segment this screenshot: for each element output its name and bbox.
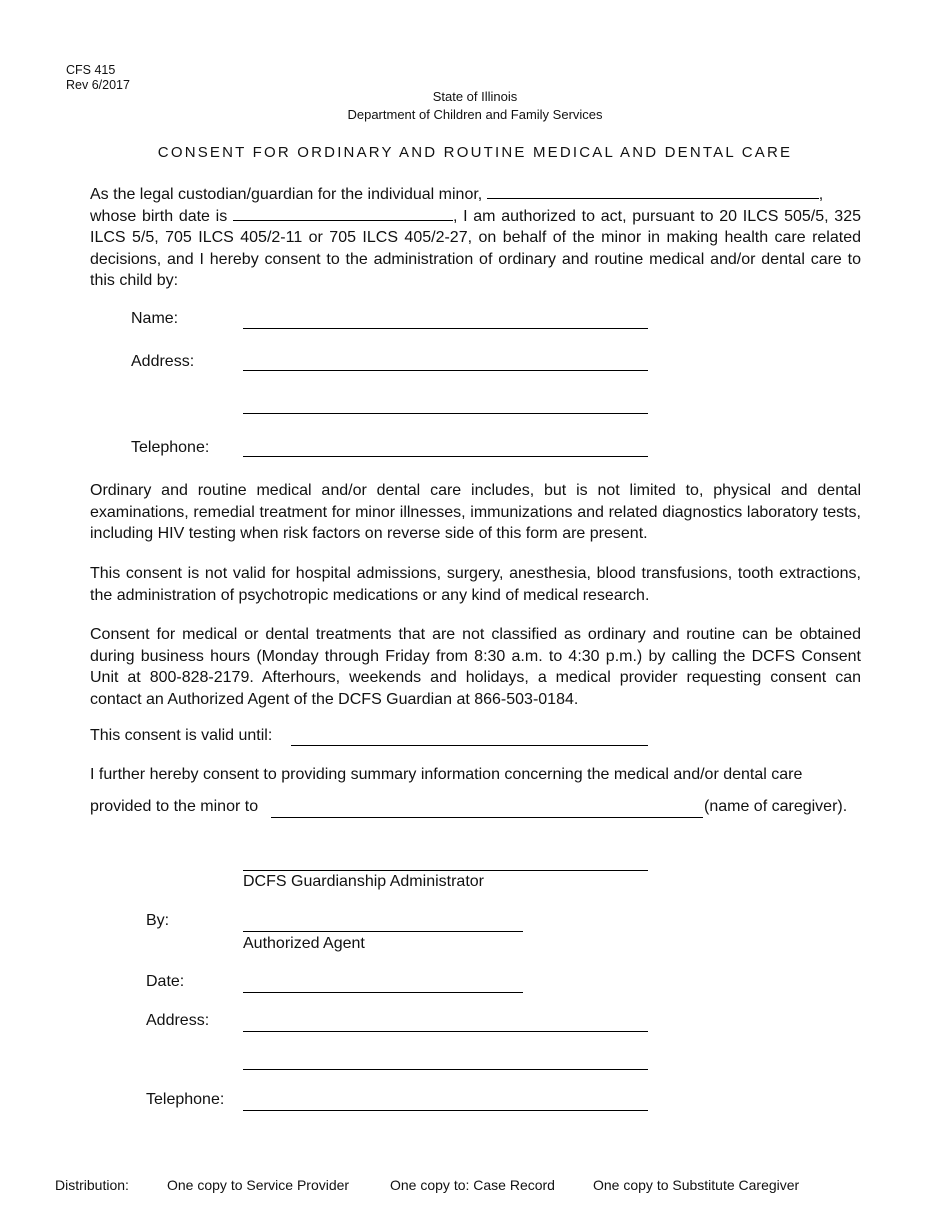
intro-text-1: As the legal custodian/guardian for the individual minor,	[90, 186, 487, 203]
administrator-caption: DCFS Guardianship Administrator	[243, 873, 484, 890]
provider-telephone-field[interactable]	[243, 456, 648, 457]
agent-telephone-field[interactable]	[243, 1110, 648, 1111]
distribution-copy-case-record: One copy to: Case Record	[390, 1177, 555, 1193]
agent-address-field-2[interactable]	[243, 1069, 648, 1070]
summary-consent-line-2-start: provided to the minor to	[90, 798, 259, 815]
caregiver-name-field[interactable]	[271, 817, 703, 818]
provider-address-label: Address:	[131, 353, 195, 370]
by-label: By:	[146, 912, 170, 929]
agent-address-field-1[interactable]	[243, 1031, 648, 1032]
date-label: Date:	[146, 973, 185, 990]
date-field[interactable]	[243, 992, 523, 993]
not-valid-paragraph: This consent is not valid for hospital admissions, surgery, anesthesia, blood transfusions, tooth extractions, the administration of psychotropic medications or any kind of medical research.	[90, 565, 861, 604]
intro-paragraph	[90, 184, 861, 292]
state-name: State of Illinois	[432, 89, 518, 104]
valid-until-field[interactable]	[291, 745, 648, 746]
summary-consent-line-2-end: (name of caregiver).	[704, 798, 848, 815]
other-treatments-paragraph: Consent for medical or dental treatments that are not classified as ordinary and routine can be obtained during business hours (Monday through Friday from 8:30 a.m. to 4:30 p.m.) by calling the DCFS Consent Unit at 800-828-2179. Afterhours, weekends and holidays, a medical provider requesting consent can contact an Authorized Agent of the DCFS Guardian at 866-503-0184.	[90, 626, 861, 708]
provider-address-field-2[interactable]	[243, 413, 648, 414]
provider-name-field[interactable]	[243, 328, 648, 329]
agent-address-label: Address:	[146, 1012, 210, 1029]
provider-name-label: Name:	[131, 310, 179, 327]
summary-consent-line-1: I further hereby consent to providing summary information concerning the medical and/or dental care	[90, 766, 803, 783]
provider-address-field-1[interactable]	[243, 370, 648, 371]
intro-comma: ,	[818, 186, 824, 203]
provider-telephone-label: Telephone:	[131, 439, 210, 456]
form-revision: Rev 6/2017	[66, 78, 130, 92]
distribution-copy-provider: One copy to Service Provider	[167, 1177, 350, 1193]
administrator-signature-field[interactable]	[243, 870, 648, 871]
intro-text-2: whose birth date is	[90, 207, 233, 225]
form-id: CFS 415	[66, 63, 116, 77]
agent-signature-field[interactable]	[243, 931, 523, 932]
intro-text-3: , I am authorized to act, pursuant to 20 ILCS 505/5, 325 ILCS 5/5, 705 ILCS 405/2-11 or 705 ILCS 405/2-27, on behalf of the minor in making health care related decisions, and I hereby consent to the administration of ordinary and routine medical and/or dental care to this child by:	[90, 207, 861, 289]
minor-name-field[interactable]	[487, 184, 819, 199]
birth-date-field[interactable]	[233, 206, 453, 221]
ordinary-care-paragraph: Ordinary and routine medical and/or dental care includes, but is not limited to, physical and dental examinations, remedial treatment for minor illnesses, immunizations and related diagnostics laboratory tests, including HIV testing when risk factors on reverse side of this form are present.	[90, 482, 861, 542]
agent-caption: Authorized Agent	[243, 935, 365, 952]
form-title: CONSENT FOR ORDINARY AND ROUTINE MEDICAL AND DENTAL CARE	[157, 144, 793, 161]
agent-telephone-label: Telephone:	[146, 1091, 225, 1108]
distribution-copy-caregiver: One copy to Substitute Caregiver	[593, 1177, 800, 1193]
distribution-label: Distribution:	[55, 1177, 129, 1193]
department-name: Department of Children and Family Services	[347, 107, 603, 122]
valid-until-label: This consent is valid until:	[90, 727, 273, 744]
